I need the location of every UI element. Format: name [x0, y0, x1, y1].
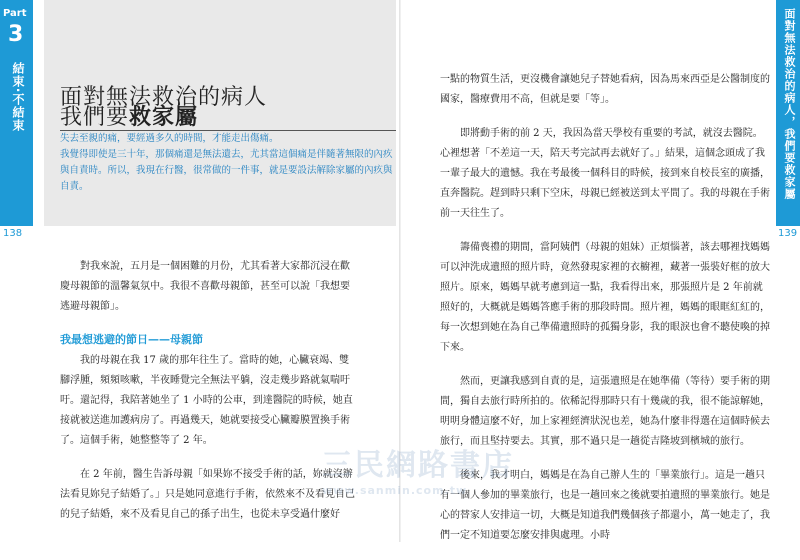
- chapter-title-line1: 面對無法救治的病人: [60, 85, 268, 110]
- paragraph: 對我來說，五月是一個困難的月份，尤其看著大家都沉浸在歡慶母親節的溫馨氣氛中。我很不喜歡母親節，甚至可以說「我想要逃避母親節」。: [60, 261, 350, 312]
- page-number-right: 139: [778, 228, 798, 239]
- paragraph: 即將動手術的前 2 天，我因為當天學校有重要的考試，就沒去醫院。心裡想著「不差這一天，陪天考完試再去就好了。」結果，這個念頭成了我一輩子最大的遺憾。我在考最後一個科目的時候，接到來自校長室的廣播，直奔醫院。趕到時只剩下空床，母親已經被送到太平間了。我的母親在手術前一天往生了。: [440, 128, 770, 219]
- intro-line-1: 失去至親的痛，要經過多久的時間，才能走出傷痛。: [60, 133, 279, 144]
- paragraph: 我的母親在我 17 歲的那年往生了。當時的她，心臟衰竭、雙腳浮腫，頻頻咳嗽，半夜睡覺完全無法平躺，沒走幾步路就氣喘吁吁。還記得，我陪著她坐了 1 小時的公車，到達醫院的時候，她直接就被送進加護病房了。再過幾天，她就要接受心臟瓣膜置換手術了。這個手術，她整整等了 2 年。: [60, 355, 353, 446]
- part-number: 3: [8, 22, 24, 47]
- watermark-text: 三民網路書店: [322, 448, 514, 483]
- watermark-url: www.sanmin.com.tw: [322, 484, 468, 497]
- chapter-title-prefix: 我們要: [60, 105, 130, 130]
- paragraph: 後來，我才明白，媽媽是在為自己辦人生的「畢業旅行」。這是一趟只有一個人參加的畢業旅行，也是一趟回來之後就要拍遺照的畢業旅行。她是心的替家人安排這一切，大概是知道我們幾個孩子都還小，萬一她走了，我們一定不知道要怎麼安排與處理。小時: [440, 470, 770, 541]
- page-number-left: 138: [3, 228, 23, 239]
- section-subheading: 我最想逃避的節日——母親節: [60, 333, 203, 346]
- chapter-intro: [60, 131, 396, 195]
- chapter-title-line2: [60, 100, 198, 131]
- intro-line-2: 我覺得即使是三十年，那個痛還是無法遺去，尤其當這個痛是伴隨著無限的內疚與自責時。所以，我現在行醫，很常做的一件事，就是要設法解除家屬的內疚與自責。: [60, 149, 393, 192]
- part-tab: [0, 0, 33, 226]
- section-title-vertical: 結束‧不結束: [11, 62, 25, 133]
- store-watermark: [322, 440, 514, 497]
- part-label: Part: [3, 8, 27, 19]
- paragraph: 在 2 年前，醫生告訴母親「如果妳不接受手術的話，妳就沒辦法看見妳兒子結婚了。」只是她同意進行手術，依然來不及看見自己的兒子結婚，來不及看見自己的孫子出生，也從未享受過什麼好: [60, 469, 355, 520]
- chapter-title-bold: 救家屬: [129, 105, 199, 130]
- right-section-tab: [776, 0, 800, 226]
- paragraph: 一點的物質生活，更沒機會讓她兒子替她看病，因為馬來西亞是公醫制度的國家，醫療費用不高，但就是要「等」。: [440, 74, 770, 105]
- paragraph: 籌備喪禮的期間，當阿姨們（母親的姐妹）正煩惱著，該去哪裡找媽媽可以沖洗成遺照的照片時，竟然發現家裡的衣櫥裡，藏著一張裝好框的放大照片。原來，媽媽早就考慮到這一點，我看得出來，那張照片是 2 年前就照好的，大概就是媽媽答應手術的那段時間。照片裡，媽媽的眼眶紅紅的，每一次想到她在為自己準備遺照時的孤獨身影，我的眼淚也會不聽使喚的掉下來。: [440, 242, 770, 353]
- left-body-text: [60, 257, 356, 539]
- paragraph: 然而，更讓我感到自責的是，這張遺照是在她準備（等待）要手術的期間，獨自去旅行時所拍的。依稀記得那時只有十幾歲的我，很不能諒解她，明明身體這麼不好，加上家裡經濟狀況也差，她為什麼非得選在這個時候去旅行，而且堅持要去。其實，那不過只是一趟從吉隆坡到檳城的旅行。: [440, 376, 770, 447]
- right-section-title-vertical: 面對無法救治的病人，我們要救家屬: [783, 8, 796, 200]
